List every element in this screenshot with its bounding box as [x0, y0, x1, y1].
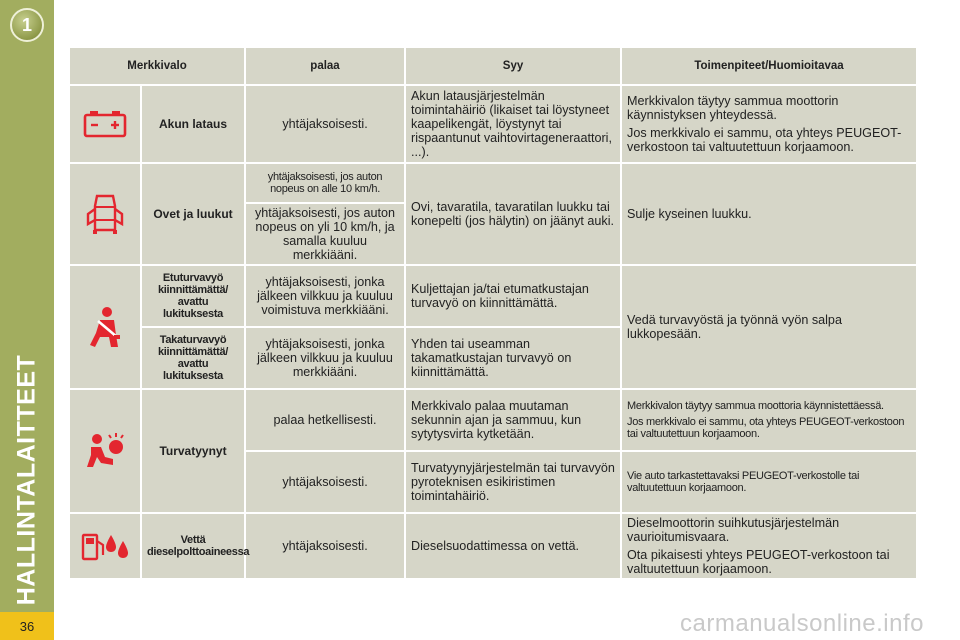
page-number: 36	[0, 612, 54, 640]
lit-state: yhtäjaksoisesti, jonka jälkeen vilkkuu ja kuuluu voimistuva merkkiääni.	[245, 265, 405, 327]
header-action: Toimenpiteet/Huomioitavaa	[621, 47, 917, 85]
table-row	[69, 389, 917, 451]
cause-text: Akun latausjärjestelmän toimintahäiriö (likaiset tai löystyneet kaapelikengät, löystynyt tai rispaantunut vaihtovirtageneraattori, ...).	[405, 85, 621, 163]
action-text: Vedä turvavyöstä ja työnnä vyön salpa lukkopesään.	[621, 265, 917, 389]
table-row	[69, 163, 917, 203]
lit-state: yhtäjaksoisesti, jonka jälkeen vilkkuu ja kuuluu merkkiääni.	[245, 327, 405, 389]
warning-name: Vettä dieselpolttoaineessa	[141, 513, 245, 579]
icon-cell	[69, 265, 141, 389]
cause-text: Turvatyynyjärjestelmän tai turvavyön pyroteknisen esikiristimen toimintahäiriö.	[405, 451, 621, 513]
header-lit: palaa	[245, 47, 405, 85]
action-text	[621, 85, 917, 163]
warning-name: Akun lataus	[141, 85, 245, 163]
warning-name: Takaturvavyö kiinnittämättä/ avattu lukituksesta	[141, 327, 245, 389]
airbag-icon	[85, 431, 125, 471]
warning-name: Etuturvavyö kiinnittämättä/ avattu lukituksesta	[141, 265, 245, 327]
action-paragraph: Merkkivalon täytyy sammua moottorin käynnistyksen yhteydessä.	[627, 94, 839, 122]
warning-lights-table	[68, 46, 918, 580]
action-paragraph: Jos merkkivalo ei sammu, ota yhteys PEUGEOT-verkostoon tai valtuutettuun korjaamoon.	[627, 416, 905, 440]
cause-text: Merkkivalo palaa muutaman sekunnin ajan ja sammuu, kun sytytysvirta kytketään.	[405, 389, 621, 451]
water-in-fuel-icon	[79, 529, 131, 563]
lit-state: yhtäjaksoisesti.	[245, 513, 405, 579]
open-doors-icon	[85, 192, 125, 236]
action-paragraph: Merkkivalon täytyy sammua moottoria käynnistettäessä.	[627, 400, 884, 412]
table-row	[69, 85, 917, 163]
battery-icon	[82, 109, 128, 139]
icon-cell	[69, 163, 141, 265]
table-header-row	[69, 47, 917, 85]
cause-text: Kuljettajan ja/tai etumatkustajan turvavyö on kiinnittämättä.	[405, 265, 621, 327]
watermark: carmanualsonline.info	[680, 610, 924, 637]
seatbelt-icon	[87, 305, 123, 349]
chapter-badge	[10, 8, 44, 42]
lit-state: yhtäjaksoisesti, jos auton nopeus on yli 10 km/h, ja samalla kuuluu merkkiääni.	[245, 203, 405, 265]
action-text: Sulje kyseinen luukku.	[621, 163, 917, 265]
action-paragraph: Jos merkkivalo ei sammu, ota yhteys PEUGEOT-verkostoon tai valtuutettuun korjaamoon.	[627, 126, 902, 154]
action-paragraph: Ota pikaisesti yhteys PEUGEOT-verkostoon tai valtuutettuun korjaamoon.	[627, 548, 890, 576]
cause-text: Dieselsuodattimessa on vettä.	[405, 513, 621, 579]
icon-cell	[69, 513, 141, 579]
section-title-text: HALLINTALAITTEET	[12, 354, 41, 606]
lit-state: yhtäjaksoisesti.	[245, 451, 405, 513]
table-row	[69, 265, 917, 327]
action-text: Vie auto tarkastettavaksi PEUGEOT-verkostolle tai valtuutettuun korjaamoon.	[621, 451, 917, 513]
action-text	[621, 389, 917, 451]
cause-text: Ovi, tavaratila, tavaratilan luukku tai konepelti (jos hälytin) on jäänyt auki.	[405, 163, 621, 265]
icon-cell	[69, 389, 141, 513]
lit-state: yhtäjaksoisesti, jos auton nopeus on alle 10 km/h.	[245, 163, 405, 203]
header-warning-light: Merkkivalo	[69, 47, 245, 85]
warning-name: Ovet ja luukut	[141, 163, 245, 265]
action-paragraph: Dieselmoottorin suihkutusjärjestelmän vaurioitumisvaara.	[627, 516, 840, 544]
lit-state: palaa hetkellisesti.	[245, 389, 405, 451]
header-cause: Syy	[405, 47, 621, 85]
chapter-number: 1	[21, 14, 32, 35]
icon-cell	[69, 85, 141, 163]
cause-text: Yhden tai useamman takamatkustajan turvavyö on kiinnittämättä.	[405, 327, 621, 389]
action-text	[621, 513, 917, 579]
table-row	[69, 513, 917, 579]
section-title	[2, 354, 52, 606]
warning-name: Turvatyynyt	[141, 389, 245, 513]
lit-state: yhtäjaksoisesti.	[245, 85, 405, 163]
